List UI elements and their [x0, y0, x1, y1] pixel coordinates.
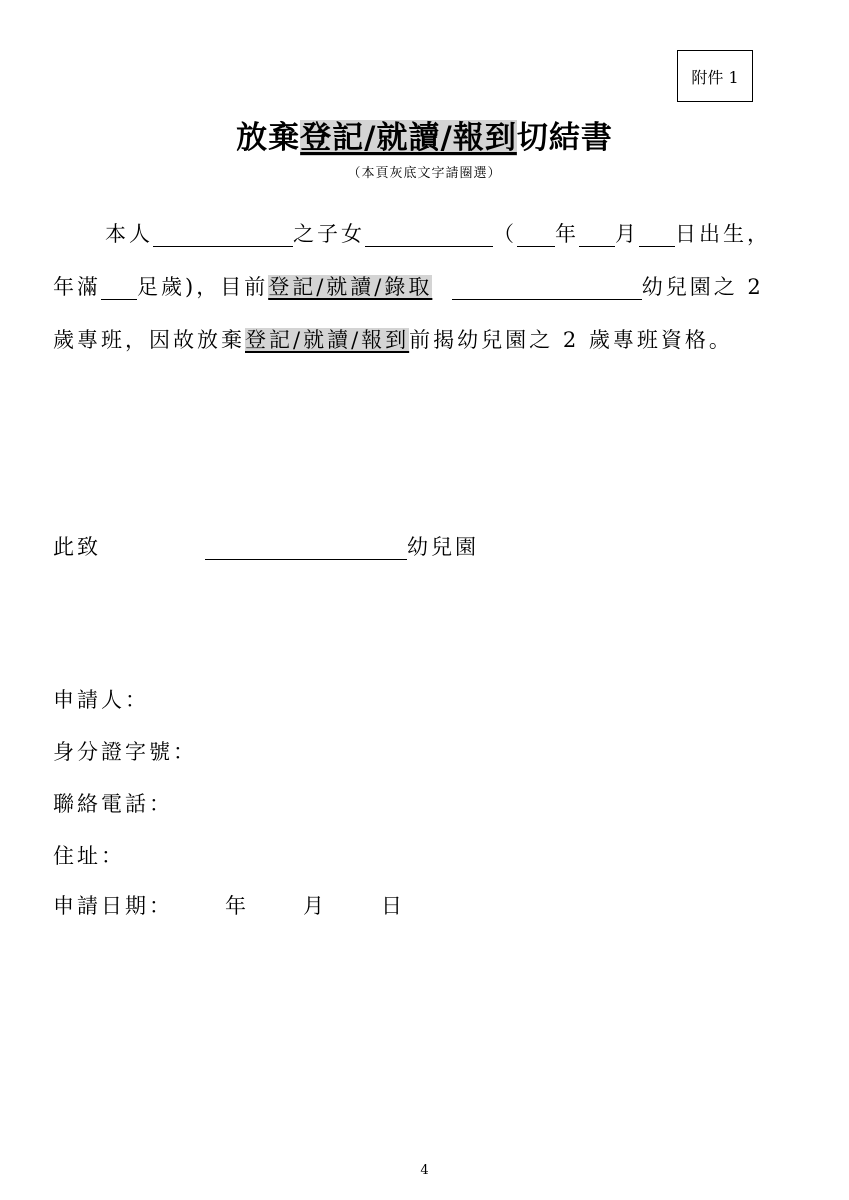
text-day-born: 日出生，	[675, 222, 771, 246]
date-label: 申請日期：	[53, 894, 173, 918]
date-month: 月	[303, 894, 327, 918]
page-number: 4	[420, 1163, 429, 1178]
title-part3: 切結書	[516, 120, 613, 156]
age-blank[interactable]	[101, 275, 137, 300]
title-options[interactable]: 登記/就讀/報到	[300, 120, 517, 156]
text-year: 年	[555, 222, 579, 246]
text-qualification: 前揭幼兒園之 2 歲專班資格。	[409, 328, 733, 352]
attachment-box	[677, 50, 753, 102]
address-field: 住址：	[53, 844, 125, 868]
date-day: 日	[381, 894, 405, 918]
text-open-paren: （	[493, 222, 517, 246]
kindergarten-name-blank[interactable]	[452, 275, 642, 300]
child-name-blank[interactable]	[365, 222, 493, 247]
text-kindergarten-2: 幼兒園之 2	[641, 275, 764, 299]
subtitle-note: （本頁灰底文字請圈選）	[347, 166, 502, 181]
status-options-1[interactable]: 登記/就讀/錄取	[268, 275, 433, 299]
birth-day-blank[interactable]	[639, 222, 675, 247]
birth-month-blank[interactable]	[579, 222, 615, 247]
paragraph-line-2	[53, 271, 764, 301]
paragraph-line-1	[105, 218, 771, 248]
status-options-2[interactable]: 登記/就讀/報到	[245, 328, 410, 352]
date-field	[53, 890, 405, 920]
text-age-currently: 足歲)，目前	[137, 275, 269, 299]
addressee-label: 此致	[53, 535, 101, 559]
text-class-abandon: 歲專班，因故放棄	[53, 328, 245, 352]
addressee-suffix: 幼兒園	[407, 535, 479, 559]
paragraph-line-3	[53, 324, 733, 354]
addressee-line	[53, 531, 479, 561]
text-i: 本人	[105, 222, 153, 246]
page-title	[0, 112, 849, 157]
id-number-field: 身分證字號：	[53, 740, 197, 764]
addressee-blank[interactable]	[205, 535, 407, 560]
text-age-full: 年滿	[53, 275, 101, 299]
phone-field: 聯絡電話：	[53, 792, 173, 816]
applicant-field: 申請人：	[53, 688, 149, 712]
parent-name-blank[interactable]	[153, 222, 293, 247]
attachment-label: 附件 1	[691, 67, 739, 87]
title-part1: 放棄	[236, 120, 301, 156]
text-month: 月	[615, 222, 639, 246]
date-year: 年	[225, 894, 249, 918]
birth-year-blank[interactable]	[517, 222, 555, 247]
text-child-of: 之子女	[293, 222, 365, 246]
